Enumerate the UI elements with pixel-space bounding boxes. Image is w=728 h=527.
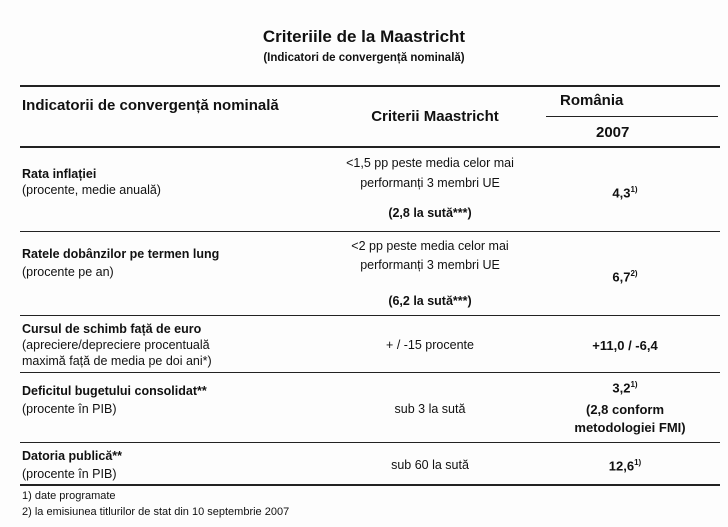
row-deficit-value-note-1: (2,8 conform: [585, 402, 664, 417]
header-criteria: Criterii Maastricht: [371, 108, 499, 125]
row-deficit-name: Deficitul bugetului consolidat**: [22, 384, 207, 398]
row-interest-criteria-1: <2 pp peste media celor mai: [351, 239, 509, 253]
header-bottom-rule: [20, 146, 720, 148]
row-exchange-criteria: + / -15 procente: [386, 338, 474, 352]
row-interest-criteria-2: performanți 3 membri UE: [360, 258, 500, 272]
row-divider: [20, 231, 720, 232]
row-interest-unit: (procente pe an): [22, 265, 114, 279]
row-inflation-unit: (procente, medie anuală): [22, 183, 161, 197]
row-debt-criteria: sub 60 la sută: [391, 458, 469, 472]
row-exchange-value: +11,0 / -6,4: [592, 338, 658, 353]
row-inflation-name: Rata inflației: [22, 167, 97, 181]
row-debt-value: 12,6$^{1)}$: [608, 458, 642, 474]
table-top-rule: [20, 85, 720, 87]
row-divider: [20, 372, 720, 373]
row-exchange-unit: (apreciere/depreciere procentuală: [22, 338, 210, 352]
row-debt-name: Datoria publică**: [22, 449, 123, 463]
row-deficit-value: 3,2$^{1)}$: [612, 380, 638, 396]
row-debt-unit: (procente în PIB): [22, 467, 117, 481]
page-title: Criteriile de la Maastricht: [262, 27, 466, 46]
footnote-2: 2) la emisiunea titlurilor de stat din 10 septembrie 2007: [22, 506, 290, 518]
row-exchange-unit-2: maximă față de media pe doi ani*): [22, 354, 212, 368]
table-bottom-rule: [20, 484, 720, 486]
header-indicator: Indicatorii de convergență nominală: [22, 97, 279, 114]
row-deficit-unit: (procente în PIB): [22, 402, 117, 416]
row-inflation-criteria-note: (2,8 la sută***): [388, 206, 472, 220]
row-inflation-criteria-1: <1,5 pp peste media celor mai: [346, 156, 514, 170]
footnote-1: 1) date programate: [22, 490, 116, 502]
row-exchange-name: Cursul de schimb față de euro: [22, 322, 202, 336]
header-year: 2007: [596, 124, 630, 141]
row-divider: [20, 315, 720, 316]
header-country: România: [560, 92, 624, 109]
page-subtitle: (Indicatori de convergență nominală): [263, 52, 465, 64]
row-inflation-criteria-2: performanți 3 membri UE: [360, 176, 500, 190]
row-deficit-criteria: sub 3 la sută: [394, 402, 466, 416]
row-inflation-value: 4,3$^{1)}$: [612, 185, 638, 201]
row-divider: [20, 442, 720, 443]
row-interest-name: Ratele dobânzilor pe termen lung: [22, 247, 220, 261]
row-interest-value: 6,7$^{2)}$: [612, 269, 638, 285]
row-interest-criteria-note: (6,2 la sută***): [388, 294, 472, 308]
row-deficit-value-note-2: metodologiei FMI): [574, 420, 686, 435]
header-sub-rule: [546, 116, 718, 117]
